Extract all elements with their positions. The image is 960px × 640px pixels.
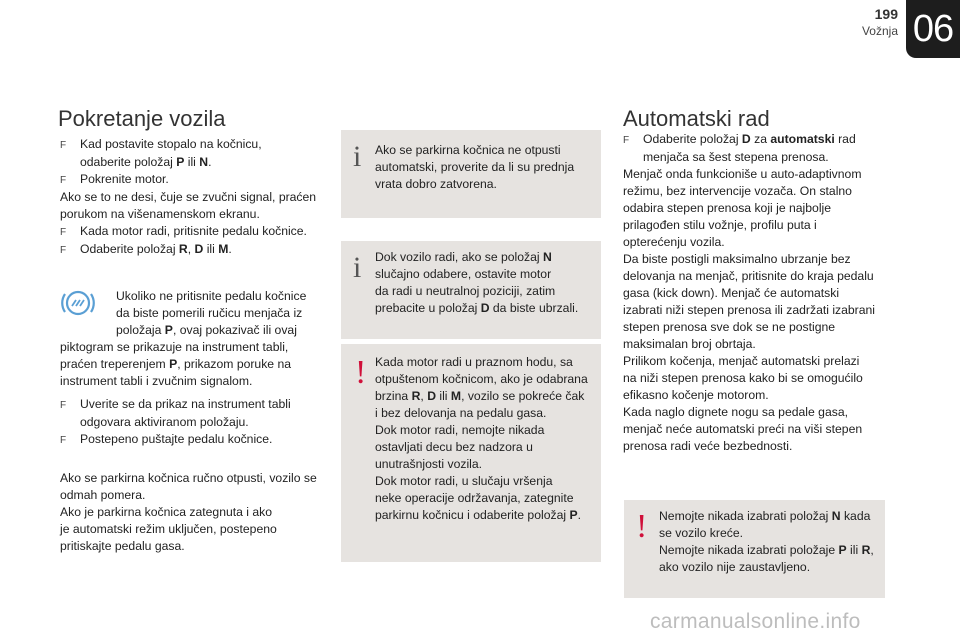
bullet-item: F Postepeno puštajte pedalu kočnice.	[60, 431, 330, 449]
info-box-1: i Ako se parkirna kočnica ne otpusti automatski, proverite da li su prednja vrata dobro zatvorena.	[341, 130, 601, 218]
bullet-icon: F	[60, 245, 67, 256]
bullet-item: F Pokrenite motor.	[60, 171, 330, 189]
bullet-item: F Uverite se da prikaz na instrument tabli	[60, 396, 330, 414]
info-icon: i	[353, 251, 362, 284]
page-number: 199	[874, 6, 898, 22]
bullet-icon: F	[60, 400, 67, 411]
bullet-icon: F	[60, 175, 67, 186]
bullet-item: F Odaberite položaj D za automatski rad	[623, 131, 893, 149]
warning-box-1: ! Kada motor radi u praznom hodu, sa otpuštenom kočnicom, ako je odabrana brzina R, D ili M, vozilo se pokreće čak i bez delovanja na pedalu gasa. Dok motor radi, nemojte nikada ostavljati decu bez nadzora u unutrašnjosti vozila. Dok motor radi, u slučaju vršenja neke operacije održavanja, zategnite parkirnu kočnicu i odaberite položaj P.	[341, 344, 601, 562]
left-note: Ukoliko ne pritisnite pedalu kočnice da biste pomerili ručicu menjača iz položaja P, ovaj pokazivač ili ovaj piktogram se prikazuje na instrument tabli, praćen treperenjem P, prikazom poruke na instrument tabli i zvučnim signalom.	[60, 289, 307, 388]
bullet-icon: F	[60, 435, 67, 446]
left-paragraph: Ako se parkirna kočnica ručno otpusti, vozilo se odmah pomera. Ako je parkirna kočnica zategnuta i ako je automatski režim uključen, postepeno pritiskajte pedalu gasa.	[60, 471, 317, 553]
left-heading: Pokretanje vozila	[58, 106, 226, 131]
section-title: Vožnja	[861, 24, 898, 38]
warning-box-2: ! Nemojte nikada izabrati položaj N kada se vozilo kreće. Nemojte nikada izabrati položaje P ili R, ako vozilo nije zaustavljeno.	[624, 500, 885, 598]
bullet-item: F Kada motor radi, pritisnite pedalu kočnice.	[60, 223, 330, 241]
warning-icon: !	[355, 354, 367, 391]
paragraph: porukom na višenamenskom ekranu.	[60, 207, 260, 221]
watermark: carmanualsonline.info	[650, 610, 861, 633]
bullet-icon: F	[60, 227, 67, 238]
bullet-item: F Odaberite položaj R, D ili M.	[60, 241, 330, 259]
warning-icon: !	[636, 508, 648, 545]
info-icon: i	[353, 140, 362, 173]
left-instructions-2: F Uverite se da prikaz na instrument tabli odgovara aktiviranom položaju. F Postepeno puštajte pedalu kočnice.	[60, 396, 330, 449]
bullet-item-cont: odaberite položaj P ili N.	[80, 155, 212, 169]
bullet-item: F Kad postavite stopalo na kočnicu,	[60, 136, 330, 154]
paragraph: Ako se to ne desi, čuje se zvučni signal, praćen	[60, 190, 317, 204]
right-text: F Odaberite položaj D za automatski rad menjača sa šest stepena prenosa. Menjač onda funkcioniše u auto-adaptivnom režimu, bez intervencije vozača. On stalno odabira stepen prenosa koji je najbolje prilagođen stilu vožnje, profilu puta i opterećenju vozila. Da biste postigli maksimalno ubrzanje bez delovanja na menjač, pritisnite do kraja pedalu gasa (kick down). Menjač će automatski izabrati niži stepen prenosa ili zadržati izabrani stepen prenosa sve dok se ne postigne maksimalan broj obrtaja. Prilikom kočenja, menjač automatski prelazi na niži stepen prenosa kako bi se omogućilo efikasno kočenje motorom. Kada naglo dignete nogu sa pedale gasa, menjač neće automatski preći na viši stepen prenosa radi veće bezbednosti.	[623, 131, 893, 455]
right-heading: Automatski rad	[623, 106, 770, 131]
chapter-tab: 06	[906, 0, 960, 58]
bullet-icon: F	[60, 140, 67, 151]
left-instructions	[60, 136, 330, 259]
info-box-2: i Dok vozilo radi, ako se položaj N slučajno odabere, ostavite motor da radi u neutralnoj poziciji, zatim prebacite u položaj D da biste ubrzali.	[341, 241, 601, 339]
bullet-icon: F	[623, 135, 630, 146]
